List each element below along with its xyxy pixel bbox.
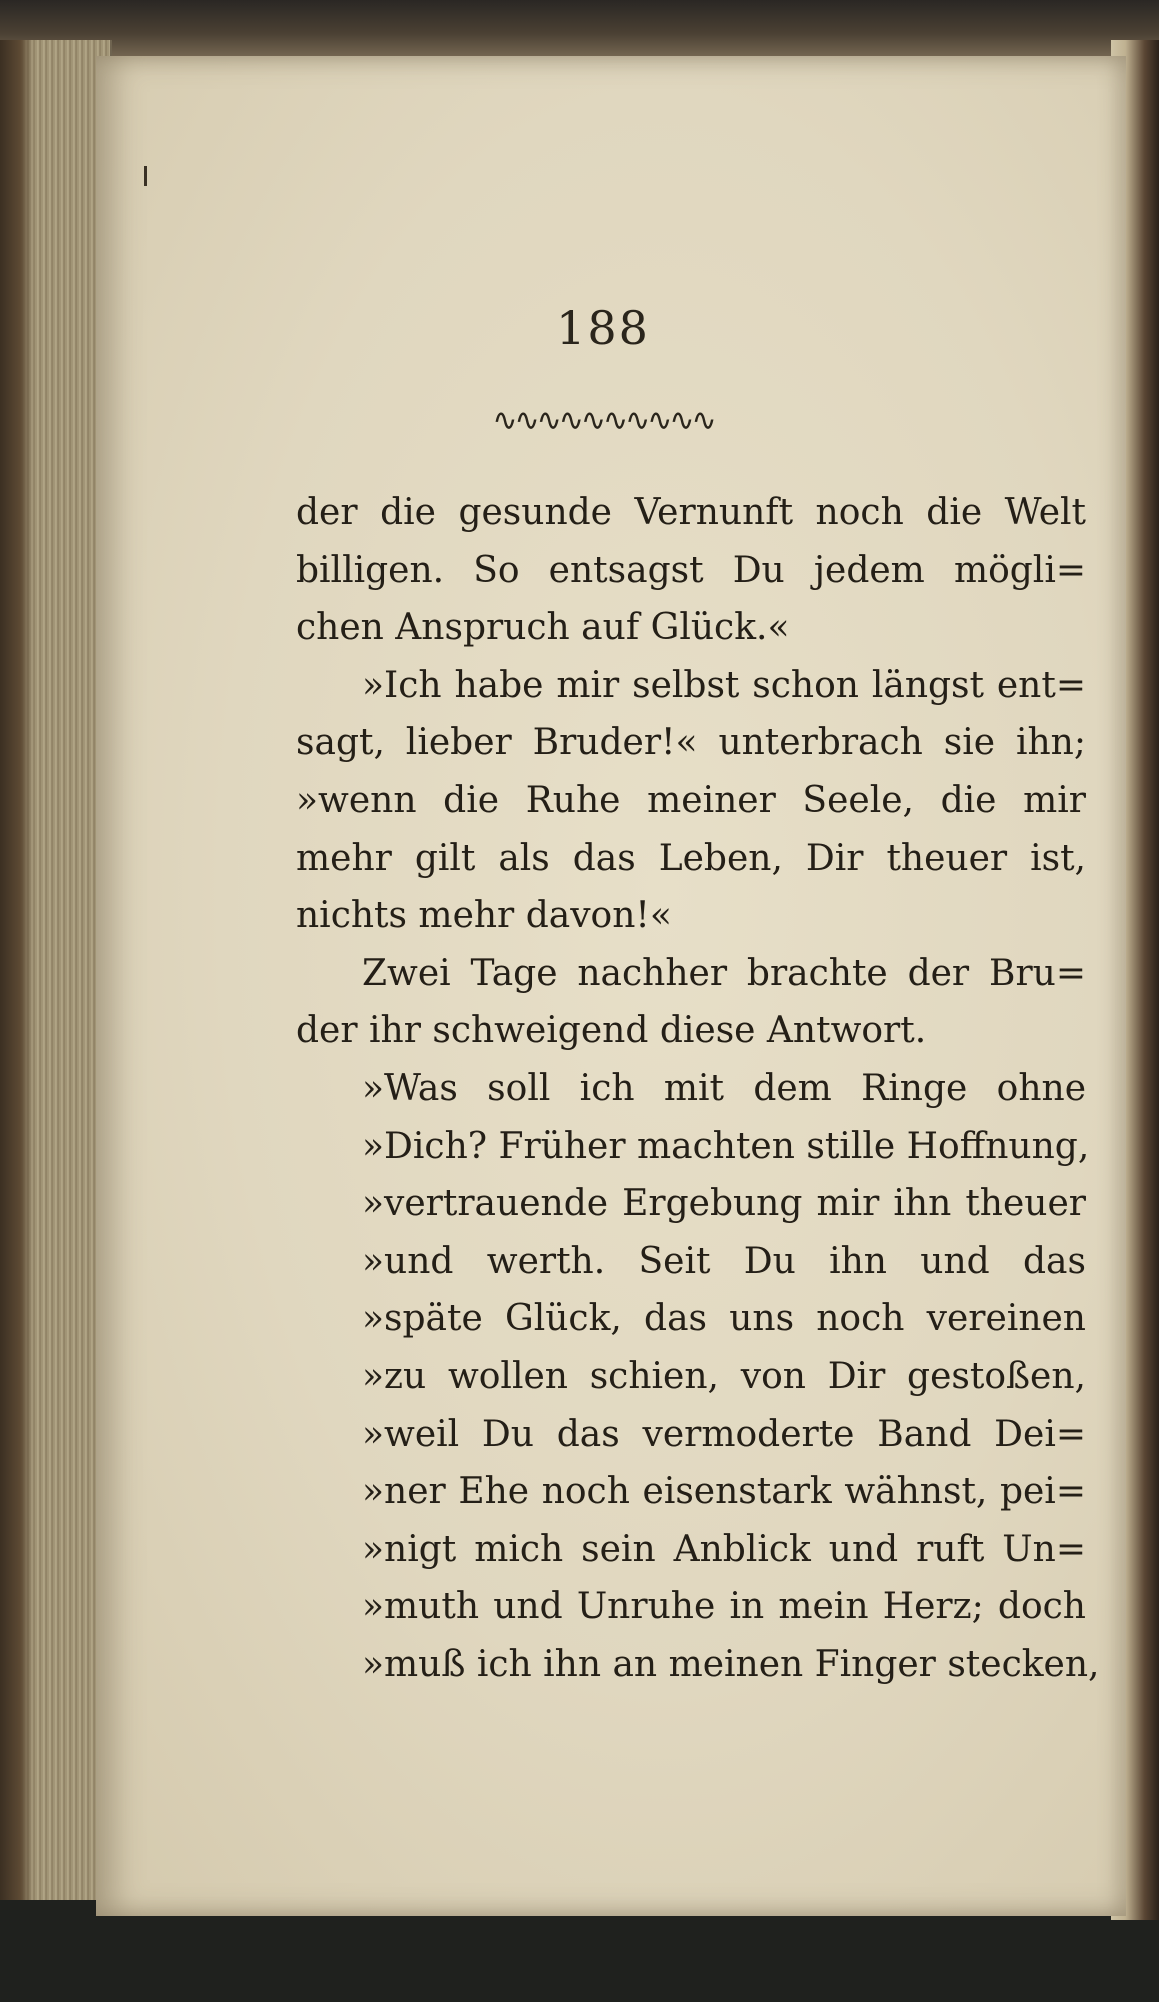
wavy-ornament: ∿∿∿∿∿∿∿∿∿∿ [492,403,714,438]
text-line: billigen. So entsagst Du jedem mögli= [296,549,1086,591]
text-line: »vertrauende Ergebung mir ihn theuer [362,1183,1086,1225]
body-text [296,484,1100,1693]
text-line: »Was soll ich mit dem Ringe ohne [362,1067,1086,1109]
margin-mark [144,166,147,186]
text-line: der die gesunde Vernunft noch die Welt [296,492,1086,533]
binding-top [0,0,1159,60]
book-page [96,56,1126,1916]
text-line: nichts mehr davon!« [296,895,672,937]
text-line: chen Anspruch auf Glück.« [296,607,790,649]
text-line: »muth und Unruhe in mein Herz; doch [362,1586,1086,1628]
text-line: »Dich? Früher machten stille Hoffnung, [362,1125,1090,1167]
text-line: »ner Ehe noch eisenstark wähnst, pei= [362,1471,1086,1513]
text-line: »wenn die Ruhe meiner Seele, die mir [296,779,1086,821]
text-line: der ihr schweigend diese Antwort. [296,1010,927,1052]
text-line: »späte Glück, das uns noch vereinen [362,1298,1086,1340]
text-line: »muß ich ihn an meinen Finger stecken, [362,1643,1100,1685]
page-number: 188 [556,301,650,355]
text-line: »zu wollen schien, von Dir gestoßen, [362,1355,1086,1397]
text-line: »Ich habe mir selbst schon längst ent= [362,664,1086,706]
text-line: mehr gilt als das Leben, Dir theuer ist, [296,837,1086,879]
text-line: Zwei Tage nachher brachte der Bru= [362,952,1086,994]
text-line: »und werth. Seit Du ihn und das [362,1240,1086,1282]
text-line: »nigt mich sein Anblick und ruft Un= [362,1528,1086,1570]
text-line: sagt, lieber Bruder!« unterbrach sie ihn; [296,722,1086,764]
text-line: »weil Du das vermoderte Band Dei= [362,1413,1086,1455]
